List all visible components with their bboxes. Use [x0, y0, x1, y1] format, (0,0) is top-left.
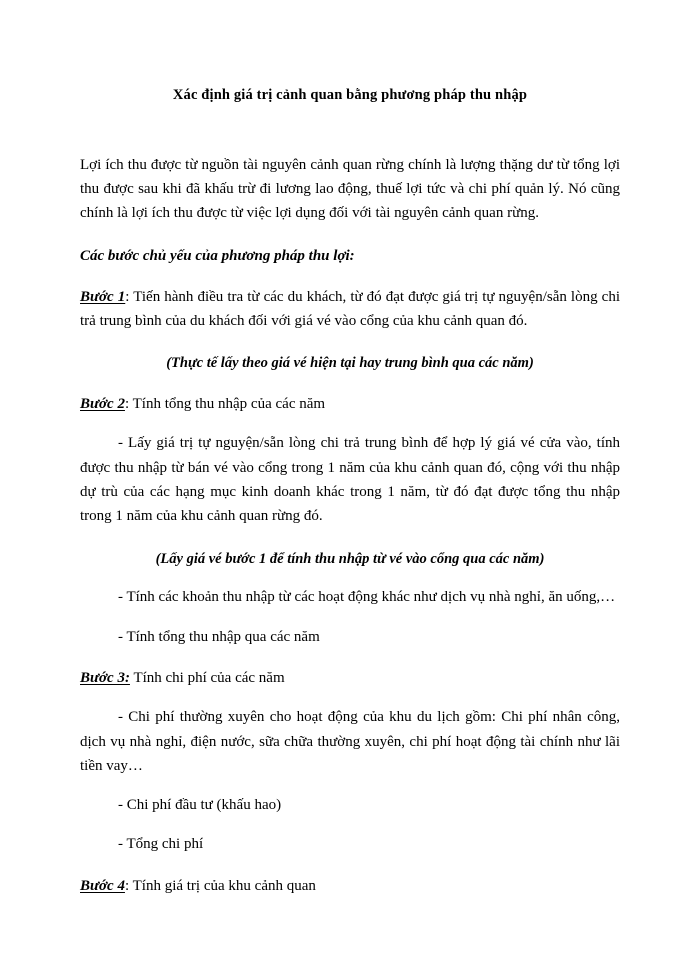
step-3-label: Bước 3: [80, 669, 130, 686]
step-2-text: Tính tổng thu nhập của các năm [132, 396, 326, 413]
step-2-item-2: - Tính các khoản thu nhập từ các hoạt động khác như dịch vụ nhà nghỉ, ăn uống,… [118, 589, 616, 606]
step-4-text: Tính giá trị của khu cảnh quan [132, 877, 316, 894]
step-3-item-1: - Chi phí thường xuyên cho hoạt động của khu du lịch gồm: Chi phí nhân công, dịch vụ nhà nghỉ, điện nước, sữa chữa thường xuyên, chi phí hoạt động tài chính như lãi tiền vay… [80, 709, 620, 774]
note-ticket-income: (Lấy giá vé bước 1 để tính thu nhập từ vé vào cổng qua các năm) [155, 550, 545, 567]
step-2-separator: : [124, 396, 133, 413]
step-4 [80, 857, 620, 898]
page-title: Xác định giá trị cảnh quan bằng phương pháp thu nhập [172, 87, 528, 103]
note-price-basis: (Thực tế lấy theo giá vé hiện tại hay trung bình qua các năm) [166, 355, 534, 372]
step-2 [80, 375, 620, 416]
step-1-text: Tiến hành điều tra từ các du khách, từ đó đạt được giá trị tự nguyện/sẵn lòng chi trả trung bình của du khách đối với giá vé vào cổng của khu cảnh quan đó. [80, 288, 620, 330]
step-3 [80, 649, 620, 690]
step-3-item-2: - Chi phí đầu tư (khấu hao) [118, 797, 282, 814]
section-heading: Các bước chủ yếu của phương pháp thu lợi: [80, 247, 355, 264]
step-4-label: Bước 4 [80, 877, 125, 894]
step-2-item-3: - Tính tổng thu nhập qua các năm [118, 628, 320, 645]
step-2-label: Bước 2 [80, 396, 125, 413]
step-1-label: Bước 1 [80, 288, 126, 305]
step-2-item-1: - Lấy giá trị tự nguyện/sẵn lòng chi trả trung bình để hợp lý giá vé cửa vào, tính được thu nhập từ bán vé vào cổng trong 1 năm của khu cảnh quan đó, cộng với thu nhập dự trù của các hạng mục kinh doanh khác trong 1 năm, từ đó đạt được tổng thu nhập trong 1 năm của khu cảnh quan rừng đó. [80, 435, 620, 525]
step-1 [80, 268, 620, 334]
step-1-separator: : [125, 288, 134, 305]
step-3-text: Tính chi phí của các năm [133, 669, 285, 686]
step-4-separator: : [124, 877, 133, 894]
intro-paragraph: Lợi ích thu được từ nguồn tài nguyên cảnh quan rừng chính là lượng thặng dư từ tổng lợi thu được sau khi đã khấu trừ đi lương lao động, thuế lợi tức và chi phí quản lý. Nó cũng chính là lợi ích thu được từ việc lợi dụng đối với tài nguyên cảnh quan rừng. [80, 156, 620, 222]
step-3-item-3: - Tổng chi phí [118, 836, 204, 853]
